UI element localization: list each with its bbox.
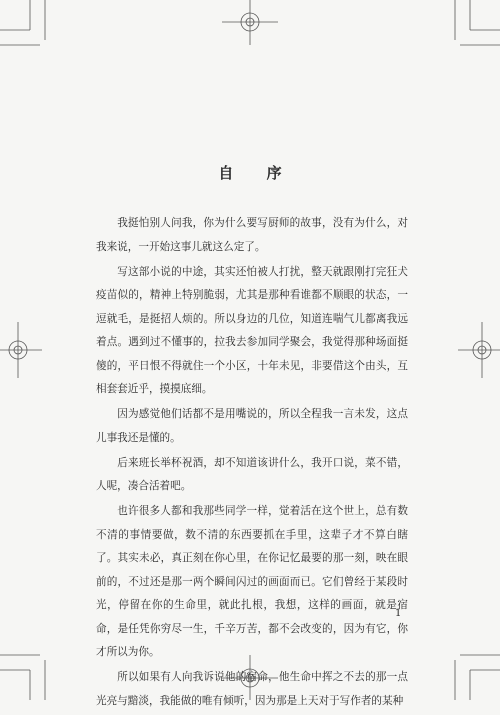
paragraph: 所以如果有人向我诉说他的宿命，他生命中挥之不去的那一点光亮与黯淡，我能做的唯有倾听，因为那是上天对于写作者的某种	[96, 671, 408, 707]
paragraph: 我挺怕别人问我，你为什么要写厨师的故事，没有为什么，对我来说，一开始这事儿就这么定了。	[96, 217, 408, 253]
paragraph: 写这部小说的中途，其实还怕被人打扰，整天就跟刚打完狂犬疫苗似的，精神上特别脆弱，尤其是那种看谁都不顺眼的状态，一逗就毛，是挺招人烦的。所以身边的几位，知道连喘气儿都离我远着点。遇到过不懂事的，拉我去参加同学聚会，我觉得那种场面挺傻的，平日恨不得就住一个小区，十年未见，非要借这个由头，互相套套近乎，摸摸底细。	[96, 265, 408, 395]
paragraph: 因为感觉他们话都不是用嘴说的，所以全程我一言未发，这点儿事我还是懂的。	[96, 408, 408, 444]
paragraph: 后来班长举杯祝酒，却不知道该讲什么，我开口说，菜不错，人呢，凑合活着吧。	[96, 456, 408, 492]
page-number: 1	[395, 608, 402, 619]
preface-title: 自 序	[218, 164, 296, 182]
paragraph: 也许很多人都和我那些同学一样，觉着活在这个世上，总有数不清的事情要做，数不清的东西要抓在手里，这辈子才不算白瞎了。其实未必，真正刻在你心里，在你记忆最要的那一刻，映在眼前的，不过还是那一两个瞬间闪过的画面而已。它们曾经于某段时光，停留在你的生命里，就此扎根，我想，这样的画面，就是宿命，是任凭你穷尽一生，千辛万苦，都不会改变的，因为有它，你才所以为你。	[96, 505, 408, 658]
preface-body	[96, 212, 408, 715]
